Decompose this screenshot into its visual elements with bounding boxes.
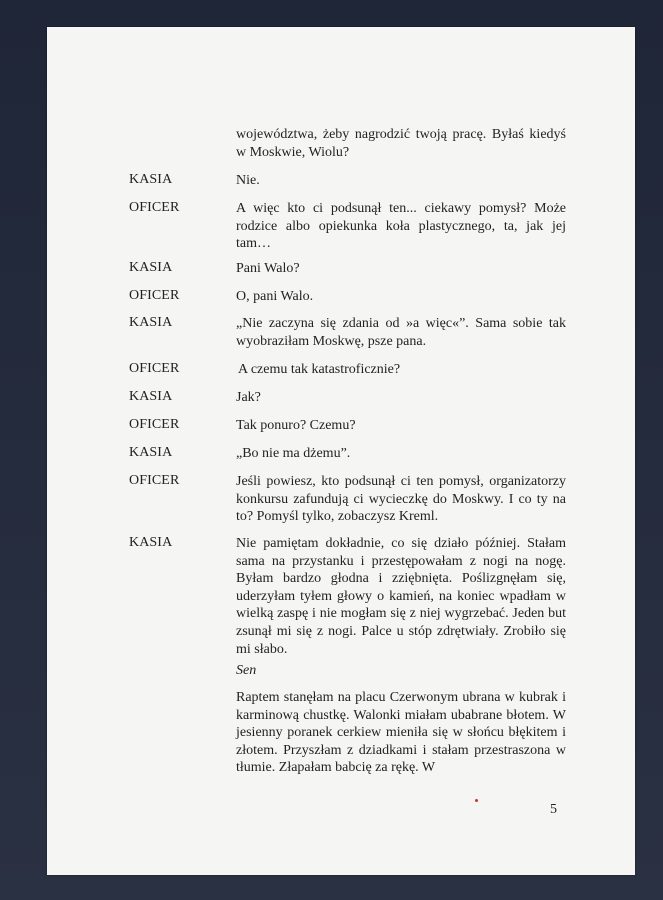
dialogue-line: „Bo nie ma dżemu”. <box>236 446 351 461</box>
dialogue-line: Tak ponuro? Czemu? <box>236 418 356 433</box>
dialogue-line: Jeśli powiesz, kto podsunął ci ten pomysł, organizatorzy konkursu zafundują ci wycieczkę do Moskwy. I co ty na to? Pomyśl tylko, zobaczysz Kreml. <box>236 474 566 525</box>
continuation-text: województwa, żeby nagrodzić twoją pracę. Byłaś kiedyś w Moskwie, Wiolu? <box>236 127 566 160</box>
dialogue-line: Nie. <box>236 173 260 188</box>
dialogue-line: A więc kto ci podsunął ten... ciekawy pomysł? Może rodzice albo opiekunka koła plastycznego, ta, jak jej tam… <box>236 201 566 252</box>
speaker-label: KASIA <box>129 315 173 330</box>
speaker-label: KASIA <box>129 535 173 550</box>
dialogue-line: Jak? <box>236 390 261 405</box>
page-number: 5 <box>550 802 557 817</box>
dialogue-line: „Nie zaczyna się zdania od »a więc«”. Sama sobie tak wyobraziłam Moskwę, psze pana. <box>236 316 566 349</box>
speaker-label: KASIA <box>129 445 173 460</box>
narration-paragraph: Raptem stanęłam na placu Czerwonym ubrana w kubrak i karminową chustkę. Walonki miałam ubabrane błotem. W jesienny poranek cerkiew mieniła się w słońcu błękitem i złotem. Przyszłam z dziadkami i stałam przestraszona w tłumie. Złapałam babcię za rękę. W <box>236 690 566 776</box>
scene-heading: Sen <box>236 663 257 678</box>
ink-speck <box>475 799 478 802</box>
speaker-label: OFICER <box>129 200 180 215</box>
dialogue-line: A czemu tak katastroficznie? <box>238 362 401 377</box>
dialogue-line: Pani Walo? <box>236 261 300 276</box>
speaker-label: KASIA <box>129 172 173 187</box>
speaker-label: OFICER <box>129 473 180 488</box>
dialogue-line: Nie pamiętam dokładnie, co się działo później. Stałam sama na przystanku i przestępowałam z nogi na nogę. Byłam bardzo głodna i zziębnięta. Poślizgnęłam się, uderzyłam tyłem głowy o kamień, na koniec wpadłam w wielką zaspę i nie mogłam się z niej wygrzebać. Jeden but zsunął mi się z nogi. Palce u stóp zdrętwiały. Zrobiło się mi słabo. <box>236 536 566 657</box>
speaker-label: OFICER <box>129 361 180 376</box>
speaker-label: KASIA <box>129 260 173 275</box>
dialogue-line: O, pani Walo. <box>236 289 314 304</box>
speaker-label: OFICER <box>129 288 180 303</box>
speaker-label: KASIA <box>129 389 173 404</box>
speaker-label: OFICER <box>129 417 180 432</box>
